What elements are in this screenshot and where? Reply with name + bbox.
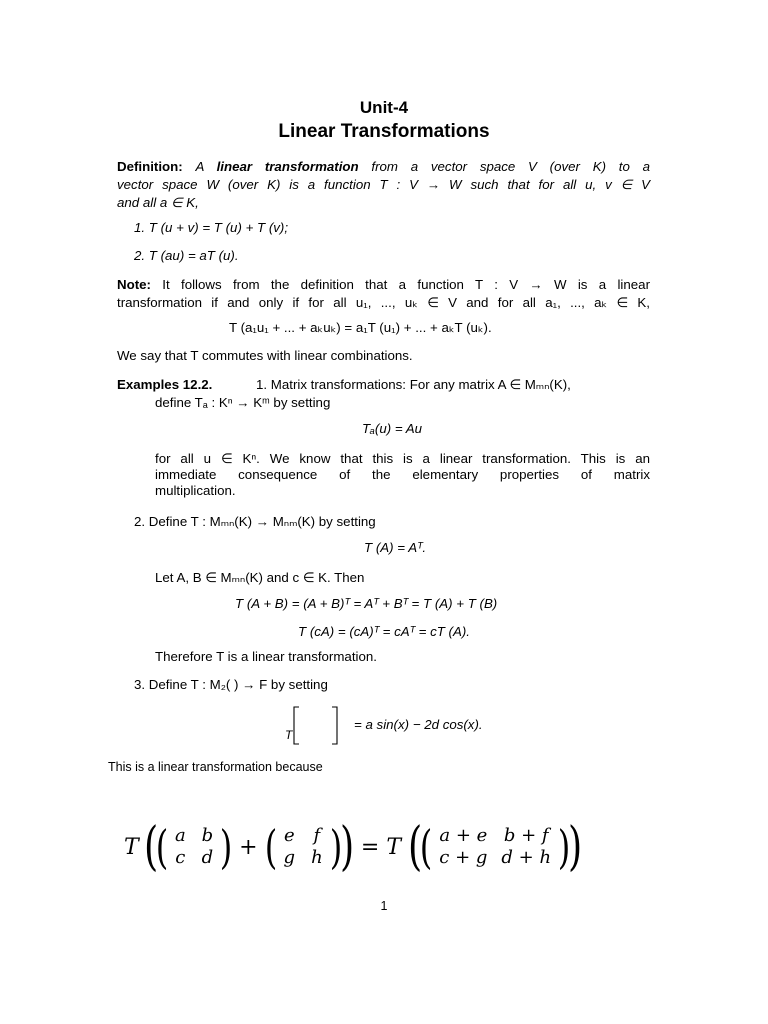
note-label: Note: [117, 277, 151, 292]
matrix-cell: d [201, 847, 214, 868]
paren-open-icon: ( [408, 817, 423, 877]
paren-close-icon: ) [219, 820, 233, 874]
equation-T: T [124, 834, 139, 860]
plus-sign: + [239, 834, 258, 860]
because-sentence: This is a linear transformation because [108, 760, 323, 774]
definition-line-1 [117, 158, 650, 176]
matrix-3 [439, 825, 551, 869]
paren-close-icon: ) [339, 817, 354, 877]
definition-text: A [195, 159, 217, 174]
definition-label: Definition: [117, 159, 183, 174]
matrix-cell: f [313, 825, 321, 846]
matrix-cell: d + h [501, 847, 552, 868]
example-1-line-2: define Tₐ : Kⁿ → Kᵐ by setting [155, 395, 331, 410]
matrix-2 [284, 825, 323, 869]
example-3-matrix-bracket [285, 706, 341, 746]
example-2-formula-sum: T (A + B) = (A + B)ᵀ = Aᵀ + Bᵀ = T (A) + T (B) [235, 596, 498, 611]
example-1-paragraph-2: immediate consequence of the elementary properties of matrix [155, 467, 650, 482]
example-2-line-1: 2. Define T : Mₘₙ(K) → Mₙₘ(K) by setting [134, 514, 376, 529]
matrix-cell: b + f [503, 825, 549, 846]
page-number: 1 [380, 899, 388, 913]
example-3-rhs: = a sin(x) − 2d cos(x). [354, 717, 483, 732]
example-1-paragraph-1: for all u ∈ Kⁿ. We know that this is a linear transformation. This is an [155, 451, 650, 466]
paren-open-icon: ( [143, 817, 158, 877]
paren-close-icon: ) [329, 820, 342, 874]
example-3-T: T [285, 728, 293, 742]
definition-line-3: and all a ∈ K, [117, 195, 199, 210]
matrix-cell: c [175, 847, 186, 868]
definition-item-1: 1. T (u + v) = T (u) + T (v); [134, 220, 289, 235]
example-1-formula: Tₐ(u) = Au [362, 421, 423, 436]
example-2-formula: T (A) = Aᵀ. [364, 540, 427, 555]
example-1-line-1: 1. Matrix transformations: For any matrix A ∈ Mₘₙ(K), [256, 377, 571, 392]
matrix-cell: b [201, 825, 214, 846]
equals-T: = T [360, 834, 402, 860]
note-text: It follows from the definition that a function T : V → W is a linear [162, 277, 650, 292]
paren-open-icon: ( [264, 820, 277, 874]
matrix-cell: e [283, 825, 295, 846]
commutes-sentence: We say that T commutes with linear combinations. [117, 348, 413, 363]
example-3-line-1: 3. Define T : M₂( ) → F by setting [134, 677, 328, 692]
note-line-1 [117, 276, 650, 294]
example-2-formula-scalar: T (cA) = (cA)ᵀ = cAᵀ = cT (A). [298, 624, 470, 639]
note-formula: T (a₁u₁ + ... + aₖuₖ) = a₁T (u₁) + ... + aₖT (uₖ). [229, 320, 492, 335]
matrix-cell: h [311, 847, 323, 868]
unit-heading: Unit-4 [359, 98, 409, 117]
note-line-2: transformation if and only if for all u₁, ..., uₖ ∈ V and for all a₁, ..., aₖ ∈ K, [117, 295, 650, 310]
matrix-cell: a [174, 825, 186, 846]
definition-term: linear transformation [216, 159, 359, 174]
example-2-let: Let A, B ∈ Mₘₙ(K) and c ∈ K. Then [155, 570, 365, 585]
paren-open-icon: ( [420, 820, 433, 874]
definition-text-cont: from a vector space V (over K) to a [358, 159, 650, 174]
big-equation [124, 818, 585, 876]
paren-close-icon: ) [568, 817, 583, 877]
paren-open-icon: ( [155, 820, 169, 874]
paren-close-icon: ) [557, 820, 571, 874]
page-title: Linear Transformations [278, 121, 490, 142]
matrix-cell: a + e [439, 825, 488, 846]
matrix-cell: g [283, 847, 296, 868]
examples-label: Examples 12.2. [117, 377, 213, 392]
matrix-cell: c + g [439, 847, 488, 868]
matrix-1 [175, 825, 213, 869]
definition-line-2: vector space W (over K) is a function T : V → W such that for all u, v ∈ V [117, 177, 650, 192]
example-2-conclusion: Therefore T is a linear transformation. [155, 649, 377, 664]
definition-item-2: 2. T (au) = aT (u). [134, 248, 239, 263]
bracket-icon [285, 706, 341, 746]
example-1-paragraph-3: multiplication. [155, 483, 236, 498]
